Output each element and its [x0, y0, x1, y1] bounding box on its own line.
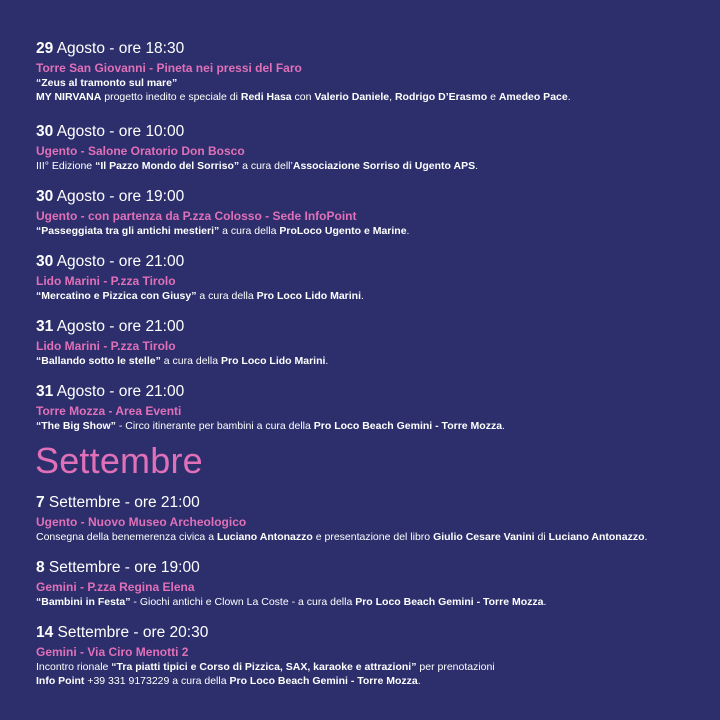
event-location: Ugento - con partenza da P.zza Colosso - Sede InfoPoint [36, 209, 357, 223]
event-day: 29 [36, 40, 54, 57]
event-item [36, 624, 706, 688]
event-date [36, 494, 706, 512]
event-description-line [36, 530, 706, 544]
description-text: - Circo itinerante per bambini a cura della [115, 420, 314, 432]
description-text: per prenotazioni [416, 661, 495, 673]
description-bold-text: Valerio Daniele [314, 91, 390, 103]
description-text: e presentazione del libro [312, 531, 434, 543]
description-text: - Giochi antichi e Clown La Coste - a cura della [130, 596, 356, 608]
event-description-line [36, 660, 706, 674]
event-day: 31 [36, 383, 54, 400]
event-description-line [36, 595, 706, 609]
description-text: Incontro rionale [36, 661, 112, 673]
event-day: 30 [36, 188, 54, 205]
event-item [36, 188, 706, 238]
event-day: 8 [36, 559, 45, 576]
event-location: Gemini - P.zza Regina Elena [36, 580, 195, 594]
description-bold-text: Pro Loco Beach Gemini - Torre Mozza [355, 596, 544, 608]
event-item [36, 383, 706, 433]
event-date [36, 253, 706, 271]
description-bold-text: “Passeggiata tra gli antichi mestieri” [36, 225, 220, 237]
description-text: di [534, 531, 549, 543]
description-bold-text: Pro Loco Beach Gemini - Torre Mozza [229, 675, 418, 687]
event-date [36, 624, 706, 642]
event-month-time: Settembre - ore 21:00 [44, 494, 200, 511]
event-month-time: Agosto - ore 19:00 [53, 188, 185, 205]
event-date [36, 383, 706, 401]
description-bold-text: ProLoco Ugento e Marine [279, 225, 407, 237]
event-item [36, 40, 706, 104]
description-text: . [502, 420, 505, 432]
description-bold-text: Info Point [36, 675, 85, 687]
description-text: e [487, 91, 499, 103]
description-text: a cura della [219, 225, 280, 237]
description-bold-text: Luciano Antonazzo [548, 531, 645, 543]
description-bold-text: “Zeus al tramonto sul mare” [36, 77, 178, 89]
description-bold-text: Pro Loco Beach Gemini - Torre Mozza [313, 420, 503, 432]
event-description-line [36, 354, 706, 368]
event-item [36, 123, 706, 173]
description-bold-text: Associazione Sorriso di Ugento APS [292, 160, 476, 172]
description-bold-text: Pro Loco Lido Marini [220, 355, 326, 367]
event-description-line [36, 419, 706, 433]
event-month-time: Agosto - ore 21:00 [53, 253, 185, 270]
event-location: Torre Mozza - Area Eventi [36, 404, 182, 418]
event-month-time: Agosto - ore 21:00 [53, 318, 185, 335]
description-text: . [417, 675, 421, 687]
description-bold-text: Pro Loco Lido Marini [256, 290, 362, 302]
description-text: . [567, 91, 571, 103]
description-bold-text: MY NIRVANA [36, 91, 102, 103]
event-description-line [36, 90, 706, 104]
description-bold-text: Amedeo Pace [498, 91, 568, 103]
description-text: progetto inedito e speciale di [101, 91, 241, 103]
event-date [36, 123, 706, 141]
description-bold-text: “Ballando sotto le stelle” [36, 355, 161, 367]
event-location: Ugento - Salone Oratorio Don Bosco [36, 144, 245, 158]
description-text: a cura dell’ [239, 160, 293, 172]
event-day: 31 [36, 318, 54, 335]
description-bold-text: “Tra piatti tipici e Corso di Pizzica, SAX, karaoke e attrazioni” [111, 661, 417, 673]
event-description-line [36, 289, 706, 303]
event-day: 30 [36, 123, 54, 140]
description-text: . [543, 596, 547, 608]
event-date [36, 318, 706, 336]
description-text: . [475, 160, 479, 172]
event-month-time: Settembre - ore 19:00 [44, 559, 200, 576]
description-text: . [325, 355, 329, 367]
description-bold-text: “The Big Show” [36, 420, 116, 432]
event-month-time: Agosto - ore 18:30 [53, 40, 185, 57]
description-text: con [291, 91, 315, 103]
event-item [36, 318, 706, 368]
event-item [36, 494, 706, 544]
description-text: III° Edizione [36, 160, 96, 172]
event-month-time: Agosto - ore 10:00 [53, 123, 185, 140]
event-date [36, 559, 706, 577]
description-bold-text: Giulio Cesare Vanini [433, 531, 535, 543]
description-text: . [406, 225, 410, 237]
event-description-line [36, 76, 706, 90]
description-text: a cura della [196, 290, 257, 302]
month-heading-settembre: Settembre [35, 440, 203, 481]
event-month-time: Agosto - ore 21:00 [53, 383, 185, 400]
description-text: . [361, 290, 364, 302]
description-text: , [389, 91, 395, 103]
event-item [36, 559, 706, 609]
event-description-line [36, 674, 706, 688]
description-bold-text: Luciano Antonazzo [216, 531, 313, 543]
description-bold-text: Redi Hasa [240, 91, 292, 103]
event-location: Torre San Giovanni - Pineta nei pressi del Faro [36, 61, 302, 75]
event-location: Gemini - Via Ciro Menotti 2 [36, 645, 189, 659]
event-day: 14 [36, 624, 54, 641]
description-text: a cura della [160, 355, 221, 367]
event-location: Lido Marini - P.zza Tirolo [36, 274, 176, 288]
event-location: Ugento - Nuovo Museo Archeologico [36, 515, 247, 529]
event-item [36, 253, 706, 303]
description-bold-text: “Bambini in Festa” [36, 596, 131, 608]
event-location: Lido Marini - P.zza Tirolo [36, 339, 176, 353]
event-date [36, 40, 706, 58]
event-month-time: Settembre - ore 20:30 [53, 624, 209, 641]
event-description-line [36, 159, 706, 173]
description-text: . [644, 531, 648, 543]
event-day: 7 [36, 494, 45, 511]
description-bold-text: Rodrigo D’Erasmo [394, 91, 488, 103]
description-bold-text: “Mercatino e Pizzica con Giusy” [36, 290, 197, 302]
event-description-line [36, 224, 706, 238]
event-day: 30 [36, 253, 54, 270]
description-text: +39 331 9173229 a cura della [84, 675, 230, 687]
description-text: Consegna della benemerenza civica a [36, 531, 217, 543]
description-bold-text: “Il Pazzo Mondo del Sorriso” [95, 160, 240, 172]
event-date [36, 188, 706, 206]
